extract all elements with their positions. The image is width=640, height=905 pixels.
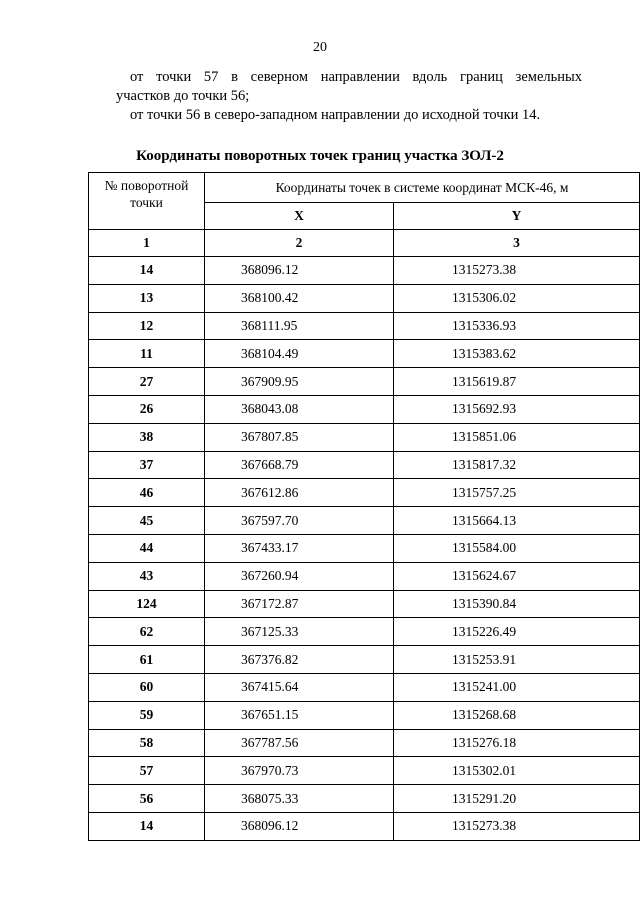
coordinates-table xyxy=(88,172,640,841)
x-coordinate-cell: 367597.70 xyxy=(204,507,393,535)
y-coordinate-cell: 1315390.84 xyxy=(393,590,639,618)
x-coordinate-cell: 368096.12 xyxy=(204,812,393,840)
x-coordinate-cell: 367668.79 xyxy=(204,451,393,479)
table-row xyxy=(89,340,640,368)
paragraph: от точки 56 в северо-западном направлении до исходной точки 14. xyxy=(130,107,541,123)
y-coordinate-cell: 1315619.87 xyxy=(393,368,639,396)
point-number-cell: 43 xyxy=(89,562,205,590)
point-number-cell: 124 xyxy=(89,590,205,618)
y-coordinate-cell: 1315253.91 xyxy=(393,646,639,674)
y-coordinate-cell: 1315664.13 xyxy=(393,507,639,535)
table-title: Координаты поворотных точек границ участка ЗОЛ-2 xyxy=(136,148,504,164)
table-row xyxy=(89,812,640,840)
point-number-cell: 59 xyxy=(89,701,205,729)
y-coordinate-cell: 1315692.93 xyxy=(393,395,639,423)
x-coordinate-cell: 368111.95 xyxy=(204,312,393,340)
y-coordinate-cell: 1315757.25 xyxy=(393,479,639,507)
x-coordinate-cell: 368096.12 xyxy=(204,257,393,285)
point-number-cell: 60 xyxy=(89,673,205,701)
table-row xyxy=(89,479,640,507)
y-coordinate-cell: 1315817.32 xyxy=(393,451,639,479)
point-number-cell: 62 xyxy=(89,618,205,646)
point-number-cell: 27 xyxy=(89,368,205,396)
point-number-cell: 46 xyxy=(89,479,205,507)
y-coordinate-cell: 1315226.49 xyxy=(393,618,639,646)
table-row xyxy=(89,729,640,757)
x-coordinate-cell: 367807.85 xyxy=(204,423,393,451)
table-row xyxy=(89,257,640,285)
paragraph-line: от точки 57 в северном направлении вдоль границ земельных xyxy=(130,69,582,85)
point-number-cell: 11 xyxy=(89,340,205,368)
table-row xyxy=(89,284,640,312)
table-row xyxy=(89,590,640,618)
point-number-cell: 13 xyxy=(89,284,205,312)
paragraph-line: участков до точки 56; xyxy=(116,88,250,104)
point-number-cell: 56 xyxy=(89,785,205,813)
point-number-cell: 14 xyxy=(89,812,205,840)
x-coordinate-cell: 367376.82 xyxy=(204,646,393,674)
column-number: 1 xyxy=(89,230,205,257)
y-coordinate-cell: 1315276.18 xyxy=(393,729,639,757)
table-row xyxy=(89,368,640,396)
header-x: X xyxy=(204,203,393,230)
y-coordinate-cell: 1315383.62 xyxy=(393,340,639,368)
y-coordinate-cell: 1315336.93 xyxy=(393,312,639,340)
point-number-cell: 38 xyxy=(89,423,205,451)
point-number-cell: 37 xyxy=(89,451,205,479)
y-coordinate-cell: 1315302.01 xyxy=(393,757,639,785)
column-number: 2 xyxy=(204,230,393,257)
x-coordinate-cell: 367125.33 xyxy=(204,618,393,646)
table-row xyxy=(89,701,640,729)
x-coordinate-cell: 367612.86 xyxy=(204,479,393,507)
point-number-cell: 57 xyxy=(89,757,205,785)
table-row xyxy=(89,673,640,701)
table-row xyxy=(89,618,640,646)
point-number-cell: 44 xyxy=(89,534,205,562)
y-coordinate-cell: 1315268.68 xyxy=(393,701,639,729)
y-coordinate-cell: 1315306.02 xyxy=(393,284,639,312)
x-coordinate-cell: 368075.33 xyxy=(204,785,393,813)
point-number-cell: 14 xyxy=(89,257,205,285)
table-row xyxy=(89,534,640,562)
point-number-cell: 58 xyxy=(89,729,205,757)
point-number-cell: 26 xyxy=(89,395,205,423)
y-coordinate-cell: 1315584.00 xyxy=(393,534,639,562)
y-coordinate-cell: 1315291.20 xyxy=(393,785,639,813)
table-row xyxy=(89,757,640,785)
x-coordinate-cell: 367651.15 xyxy=(204,701,393,729)
x-coordinate-cell: 367260.94 xyxy=(204,562,393,590)
table-row xyxy=(89,646,640,674)
x-coordinate-cell: 367909.95 xyxy=(204,368,393,396)
point-number-cell: 12 xyxy=(89,312,205,340)
x-coordinate-cell: 368100.42 xyxy=(204,284,393,312)
x-coordinate-cell: 367172.87 xyxy=(204,590,393,618)
table-row xyxy=(89,562,640,590)
x-coordinate-cell: 367433.17 xyxy=(204,534,393,562)
y-coordinate-cell: 1315273.38 xyxy=(393,257,639,285)
y-coordinate-cell: 1315624.67 xyxy=(393,562,639,590)
x-coordinate-cell: 367970.73 xyxy=(204,757,393,785)
x-coordinate-cell: 367787.56 xyxy=(204,729,393,757)
table-row xyxy=(89,785,640,813)
table-row xyxy=(89,507,640,535)
header-point-number: № поворотной точки xyxy=(89,173,205,230)
x-coordinate-cell: 368043.08 xyxy=(204,395,393,423)
table-row xyxy=(89,312,640,340)
table-row xyxy=(89,423,640,451)
y-coordinate-cell: 1315273.38 xyxy=(393,812,639,840)
header-y: Y xyxy=(393,203,639,230)
y-coordinate-cell: 1315851.06 xyxy=(393,423,639,451)
point-number-cell: 45 xyxy=(89,507,205,535)
table-row xyxy=(89,451,640,479)
point-number-cell: 61 xyxy=(89,646,205,674)
x-coordinate-cell: 367415.64 xyxy=(204,673,393,701)
table-row xyxy=(89,395,640,423)
page-number: 20 xyxy=(313,40,327,55)
column-number: 3 xyxy=(393,230,639,257)
x-coordinate-cell: 368104.49 xyxy=(204,340,393,368)
header-coordinate-system: Координаты точек в системе координат МСК-46, м xyxy=(204,173,639,203)
y-coordinate-cell: 1315241.00 xyxy=(393,673,639,701)
